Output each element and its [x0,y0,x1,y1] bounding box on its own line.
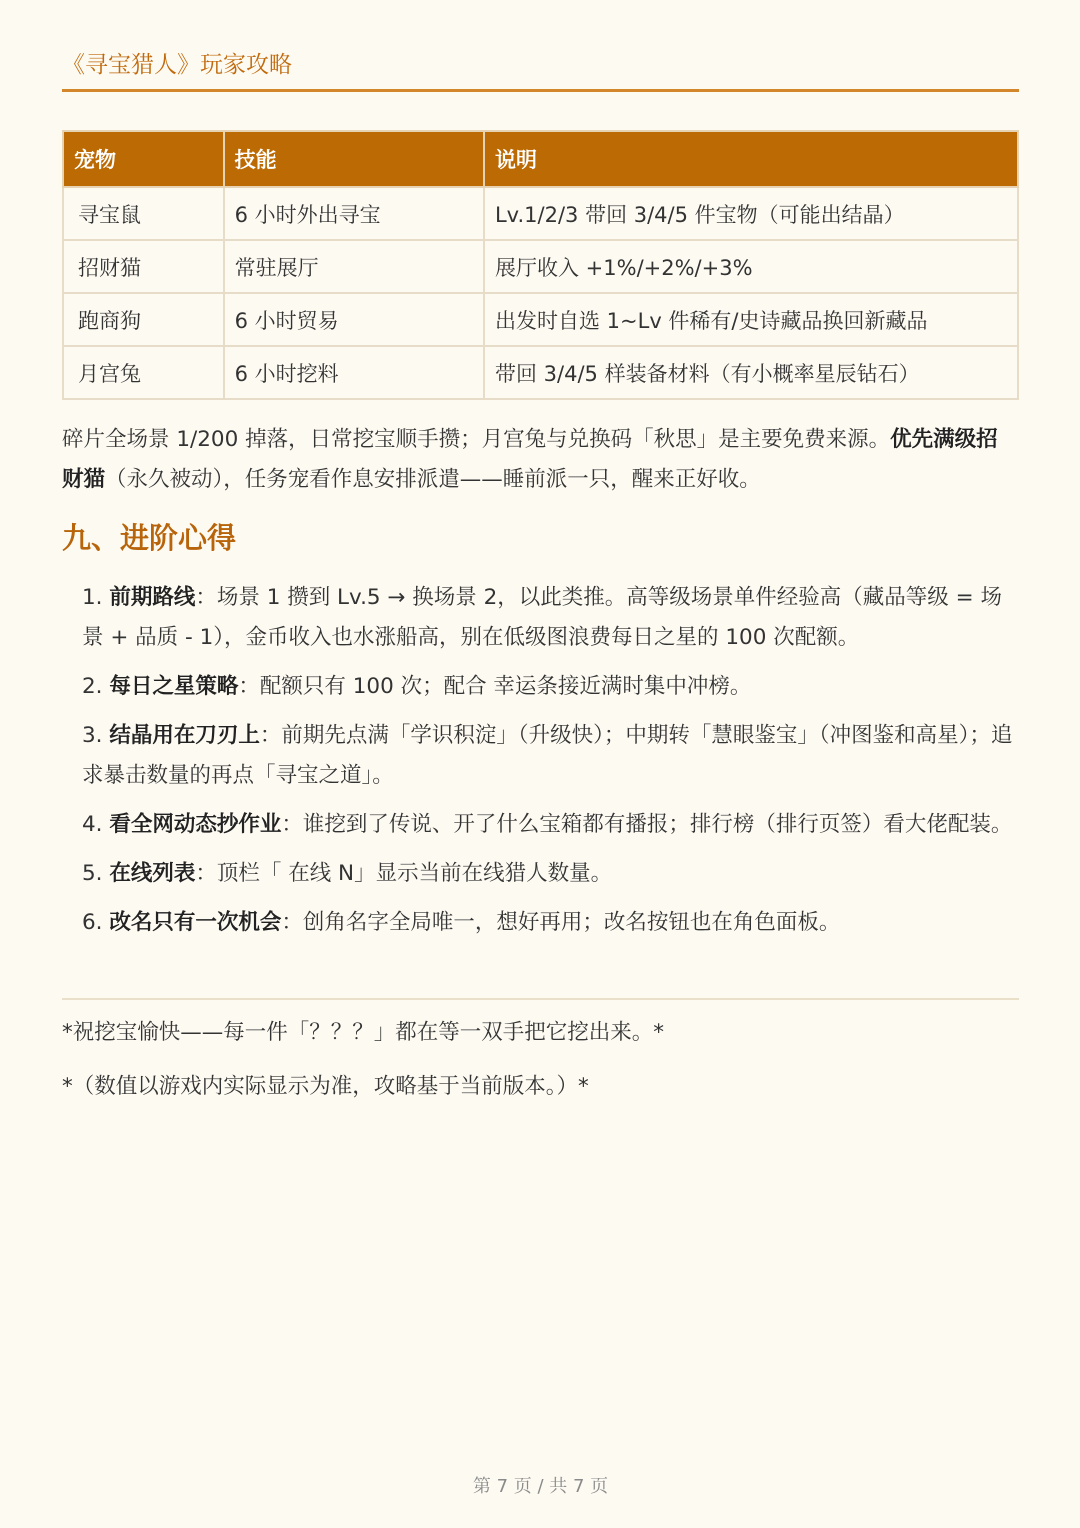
page-number: 第 7 页 / 共 7 页 [472,1476,609,1497]
list-item-number: 2. [82,674,103,699]
list-item-number: 1. [82,585,103,610]
list-item [82,903,1019,943]
tips-list [82,578,1019,952]
divider [62,998,1019,1000]
list-item-text: ：顶栏「 在线 N」显示当前在线猎人数量。 [195,861,613,886]
list-item-number: 4. [82,812,103,837]
list-item-text: ：创角名字全局唯一，想好再用；改名按钮也在角色面板。 [281,910,841,935]
section-title: 九、进阶心得 [62,521,237,555]
table-cell: 跑商狗 [63,293,224,346]
list-item-number: 6. [82,910,103,935]
pet-table [62,130,1019,400]
disclaimer-note: *（数值以游戏内实际显示为准，攻略基于当前版本。）* [62,1074,589,1099]
paragraph-bold-text: 优先满级招财猫 [62,427,998,492]
pet-tips-paragraph [62,420,1019,500]
closing-note: *祝挖宝愉快——每一件「？？？」都在等一双手把它挖出来。* [62,1020,665,1045]
table-row [63,293,1018,346]
table-cell: 寻宝鼠 [63,187,224,240]
table-cell: 常驻展厅 [224,240,484,293]
table-cell: 6 小时挖料 [224,346,484,399]
table-header-cell: 说明 [484,131,1018,187]
table-row [63,240,1018,293]
list-item-heading: 每日之星策略 [109,674,239,699]
list-item-text: ：前期先点满「学识积淀」（升级快）；中期转「慧眼鉴宝」（冲图鉴和高星）；追求暴击数量的再点「寻宝之道」。 [82,723,1013,788]
table-row [63,187,1018,240]
table-cell: 6 小时外出寻宝 [224,187,484,240]
list-item-text: ：配额只有 100 次；配合 幸运条接近满时集中冲榜。 [238,674,752,699]
list-item [82,854,1019,894]
table-header-cell: 宠物 [63,131,224,187]
list-item [82,805,1019,845]
list-item-heading: 看全网动态抄作业 [109,812,282,837]
table-cell: 带回 3/4/5 样装备材料（有小概率星辰钻石） [484,346,1018,399]
list-item [82,716,1019,796]
document-page [62,0,1019,1528]
list-item-number: 5. [82,861,103,886]
list-item-heading: 结晶用在刀刃上 [109,723,260,748]
table-cell: 6 小时贸易 [224,293,484,346]
doc-title: 《寻宝猎人》玩家攻略 [62,52,292,78]
table-cell: 招财猫 [63,240,224,293]
table-row [63,346,1018,399]
list-item-heading: 前期路线 [109,585,196,610]
table-cell: 展厅收入 +1%/+2%/+3% [484,240,1018,293]
list-item-heading: 在线列表 [109,861,196,886]
list-item [82,578,1019,658]
table-header-row [63,131,1018,187]
list-item-text: ：谁挖到了传说、开了什么宝箱都有播报；排行榜（排行页签）看大佬配装。 [281,812,1013,837]
list-item-heading: 改名只有一次机会 [109,910,282,935]
paragraph-text: 碎片全场景 1/200 掉落，日常挖宝顺手攒；月宫兔与兑换码「秋思」是主要免费来源。 [62,427,891,452]
table-header-cell: 技能 [224,131,484,187]
list-item-text: ：场景 1 攒到 Lv.5 → 换场景 2，以此类推。高等级场景单件经验高（藏品等级 = 场景 + 品质 - 1），金币收入也水涨船高，别在低级图浪费每日之星的 100 次配额。 [82,585,1002,650]
doc-header [62,50,1019,92]
paragraph-text: （永久被动），任务宠看作息安排派遣——睡前派一只，醒来正好收。 [105,467,761,492]
table-cell: 月宫兔 [63,346,224,399]
table-cell: Lv.1/2/3 带回 3/4/5 件宝物（可能出结晶） [484,187,1018,240]
list-item-number: 3. [82,723,103,748]
table-cell: 出发时自选 1~Lv 件稀有/史诗藏品换回新藏品 [484,293,1018,346]
list-item [82,667,1019,707]
